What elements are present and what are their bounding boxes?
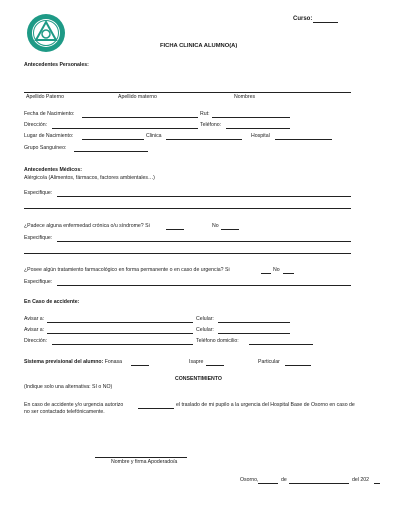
names-label: Nombres <box>234 94 256 100</box>
cellphone-label-2: Celular: <box>196 327 214 333</box>
fonasa-label: Fonasa <box>104 359 123 365</box>
rut-label: Rut: <box>200 111 210 117</box>
blood-group-field[interactable] <box>74 151 148 152</box>
year-field[interactable] <box>374 483 380 484</box>
day-field[interactable] <box>258 483 278 484</box>
treatment-specify-field[interactable] <box>57 285 351 286</box>
hospital-field[interactable] <box>275 139 332 140</box>
address-field[interactable] <box>52 128 198 129</box>
consent-text-part2: el traslado de mi pupilo a la urgencia del Hospital Base de Osorno en caso de <box>176 402 355 408</box>
allergy-specify-field[interactable] <box>57 196 351 197</box>
clinic-field[interactable] <box>166 139 242 140</box>
signature-field[interactable] <box>95 457 187 458</box>
consent-instruction: (Indique solo una alternativa: SI o NO) <box>24 384 113 390</box>
month-field[interactable] <box>289 483 349 484</box>
cellphone-field-2[interactable] <box>218 333 290 334</box>
insurance-label: Sistema previsional del alumno: <box>24 359 104 365</box>
rut-field[interactable] <box>212 117 290 118</box>
maternal-name-label: Apellido materno <box>118 94 157 100</box>
notify-field-2[interactable] <box>47 333 193 334</box>
treatment-no-label: No <box>273 267 280 273</box>
chronic-question: ¿Padece alguna enfermedad crónica o/u síndrome? Si <box>24 223 150 229</box>
notify-field-1[interactable] <box>47 322 193 323</box>
isapre-label: Isapre <box>189 359 204 365</box>
phone-label: Teléfono: <box>200 122 222 128</box>
cellphone-label-1: Celular: <box>196 316 214 322</box>
treatment-specify-label: Especifique: <box>24 279 53 285</box>
course-field[interactable] <box>313 22 338 23</box>
school-crest-icon <box>26 13 66 53</box>
consent-text-line2: no ser contactado telefónicamente. <box>24 409 105 415</box>
birth-date-field[interactable] <box>82 117 198 118</box>
clinic-label: Clinica <box>146 133 162 139</box>
allergy-label: Alérgico/a (Alimentos, fármacos, factores ambientales…) <box>24 175 155 181</box>
chronic-specify-field-2[interactable] <box>24 253 351 254</box>
treatment-no-field[interactable] <box>283 273 294 274</box>
accident-address-field[interactable] <box>52 344 193 345</box>
signature-label: Nombre y firma Apoderado/a <box>111 459 178 465</box>
address-label: Dirección: <box>24 122 48 128</box>
de-label: de <box>281 477 287 483</box>
treatment-question: ¿Posee algún tratamiento farmacológico en forma permanente o en caso de urgencia? Si <box>24 267 230 273</box>
section-accident: En Caso de accidente: <box>24 299 80 305</box>
form-title: FICHA CLINICA ALUMNO(A) <box>160 43 238 49</box>
home-phone-label: Teléfono domicilio: <box>196 338 239 344</box>
section-consent: CONSENTIMIENTO <box>175 376 222 382</box>
chronic-no-label: No <box>212 223 219 229</box>
city-label: Osorno, <box>240 477 259 483</box>
allergy-specify-label: Especifique: <box>24 190 53 196</box>
private-field[interactable] <box>285 365 311 366</box>
accident-address-label: Dirección: <box>24 338 48 344</box>
hospital-label: Hospital <box>251 133 270 139</box>
blood-group-label: Grupo Sanguíneo: <box>24 145 67 151</box>
cellphone-field-1[interactable] <box>218 322 290 323</box>
full-name-field[interactable] <box>24 92 351 93</box>
section-medical: Antecedentes Médicos: <box>24 167 82 173</box>
consent-text-part1: En caso de accidente y/o urgencia autorizo <box>24 402 124 408</box>
chronic-yes-field[interactable] <box>166 229 184 230</box>
consent-answer-field[interactable] <box>138 408 174 409</box>
phone-field[interactable] <box>226 128 290 129</box>
chronic-specify-field[interactable] <box>57 241 351 242</box>
paternal-name-label: Apellido Paterno <box>26 94 65 100</box>
fonasa-field[interactable] <box>131 365 149 366</box>
chronic-specify-label: Especifique: <box>24 235 53 241</box>
section-personal: Antecedentes Personales: <box>24 62 89 68</box>
birth-date-label: Fecha de Nacimiento: <box>24 111 75 117</box>
private-label: Particular <box>258 359 280 365</box>
birth-place-field[interactable] <box>82 139 144 140</box>
treatment-yes-field[interactable] <box>261 273 271 274</box>
notify-label-1: Avisar a: <box>24 316 45 322</box>
chronic-no-field[interactable] <box>221 229 239 230</box>
birth-place-label: Lugar de Nacimiento: <box>24 133 74 139</box>
insurance-row <box>24 359 122 365</box>
notify-label-2: Avisar a: <box>24 327 45 333</box>
home-phone-field[interactable] <box>249 344 313 345</box>
course-label: Curso: <box>293 16 313 22</box>
year-label: del 202 <box>352 477 370 483</box>
allergy-specify-field-2[interactable] <box>24 208 351 209</box>
isapre-field[interactable] <box>206 365 224 366</box>
